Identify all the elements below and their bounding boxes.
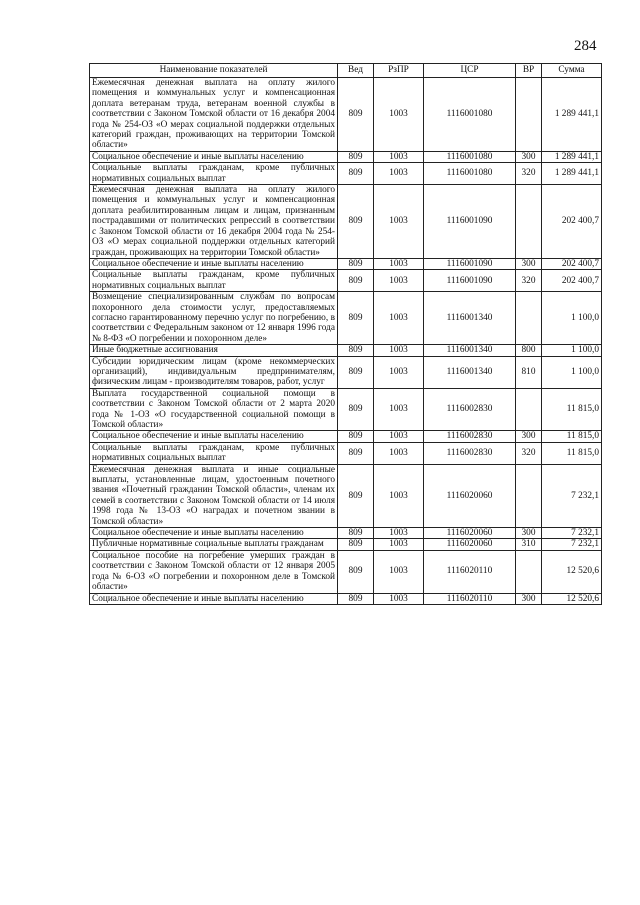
row-ved: 809 [338,292,374,345]
row-vr: 300 [516,151,542,162]
row-vr: 300 [516,593,542,604]
table-row [90,356,602,388]
row-csr: 1116002830 [424,431,516,442]
table-row [90,78,602,152]
row-name: Иные бюджетные ассигнования [90,345,338,356]
row-ved: 809 [338,151,374,162]
row-name: Ежемесячная денежная выплата и иные социальные выплаты, установленные лицам, удостоенным почетного звания «Почетный гражданин Томской области», членам их семей в соответствии с Законом Томской области от 14 июля 1998 года № 13-ОЗ «О наградах и почетном звании в Томской области» [90,464,338,527]
row-ved: 809 [338,431,374,442]
row-name: Социальное обеспечение и иные выплаты населению [90,593,338,604]
row-ved: 809 [338,464,374,527]
row-rzpr: 1003 [374,270,424,292]
row-rzpr: 1003 [374,345,424,356]
row-vr: 300 [516,258,542,269]
row-rzpr: 1003 [374,356,424,388]
row-sum: 1 100,0 [542,356,602,388]
table-row [90,431,602,442]
header-vr: ВР [516,64,542,78]
row-rzpr: 1003 [374,388,424,431]
row-vr: 800 [516,345,542,356]
row-csr: 1116002830 [424,388,516,431]
row-rzpr: 1003 [374,550,424,593]
row-ved: 809 [338,185,374,259]
row-ved: 809 [338,270,374,292]
table-row [90,593,602,604]
row-rzpr: 1003 [374,163,424,185]
row-sum: 202 400,7 [542,258,602,269]
row-sum: 12 520,6 [542,550,602,593]
table-row [90,163,602,185]
row-sum: 202 400,7 [542,185,602,259]
row-csr: 1116001080 [424,78,516,152]
row-ved: 809 [338,528,374,539]
row-sum: 1 289 441,1 [542,163,602,185]
row-ved: 809 [338,388,374,431]
row-csr: 1116001090 [424,258,516,269]
row-csr: 1116001090 [424,270,516,292]
row-ved: 809 [338,163,374,185]
table-header-row [90,64,602,78]
header-rzpr: РзПР [374,64,424,78]
table-row [90,442,602,464]
table-row [90,464,602,527]
page-number: 284 [574,38,597,54]
table-row [90,185,602,259]
row-rzpr: 1003 [374,431,424,442]
header-ved: Вед [338,64,374,78]
row-sum: 1 100,0 [542,345,602,356]
row-sum: 202 400,7 [542,270,602,292]
row-vr [516,464,542,527]
row-csr: 1116001340 [424,356,516,388]
row-rzpr: 1003 [374,292,424,345]
table-row [90,528,602,539]
row-sum: 1 289 441,1 [542,151,602,162]
row-rzpr: 1003 [374,528,424,539]
row-rzpr: 1003 [374,185,424,259]
row-csr: 1116002830 [424,442,516,464]
row-name: Ежемесячная денежная выплата на оплату жилого помещения и коммунальных услуг и компенсационная доплата реабилитированным лицам и лицам, признанным пострадавшими от политических репрессий в соответствии с Законом Томской области от 16 декабря 2004 года № 254-ОЗ «О мерах социальной поддержки отдельных категорий граждан, проживающих на территории Томской области» [90,185,338,259]
table-row [90,345,602,356]
row-csr: 1116020110 [424,593,516,604]
row-rzpr: 1003 [374,539,424,550]
row-vr: 310 [516,539,542,550]
row-name: Публичные нормативные социальные выплаты гражданам [90,539,338,550]
table-row [90,388,602,431]
row-name: Социальное обеспечение и иные выплаты населению [90,258,338,269]
row-sum: 11 815,0 [542,388,602,431]
row-csr: 1116020110 [424,550,516,593]
row-name: Выплата государственной социальной помощи в соответствии с Законом Томской области от 2 марта 2020 года № 1-ОЗ «О государственной социальной помощи в Томской области» [90,388,338,431]
row-name: Социальное пособие на погребение умерших граждан в соответствии с Законом Томской области от 12 января 2005 года № 6-ОЗ «О погребении и похоронном деле в Томской области» [90,550,338,593]
row-vr [516,78,542,152]
row-sum: 7 232,1 [542,528,602,539]
row-rzpr: 1003 [374,593,424,604]
row-name: Социальное обеспечение и иные выплаты населению [90,151,338,162]
row-rzpr: 1003 [374,78,424,152]
row-sum: 7 232,1 [542,539,602,550]
row-name: Социальное обеспечение и иные выплаты населению [90,528,338,539]
row-sum: 7 232,1 [542,464,602,527]
table-row [90,258,602,269]
budget-table [89,63,602,605]
row-vr [516,388,542,431]
row-vr [516,292,542,345]
row-name: Возмещение специализированным службам по вопросам похоронного дела стоимости услуг, предоставляемых согласно гарантированному перечню услуг по погребению, в соответствии с Федеральным законом от 12 января 1996 года № 8-ФЗ «О погребении и похоронном деле» [90,292,338,345]
row-vr: 300 [516,528,542,539]
row-rzpr: 1003 [374,442,424,464]
table-row [90,539,602,550]
row-csr: 1116001080 [424,151,516,162]
row-vr: 320 [516,270,542,292]
header-csr: ЦСР [424,64,516,78]
row-ved: 809 [338,442,374,464]
row-name: Социальное обеспечение и иные выплаты населению [90,431,338,442]
row-vr [516,550,542,593]
row-csr: 1116020060 [424,464,516,527]
row-ved: 809 [338,345,374,356]
row-ved: 809 [338,258,374,269]
row-ved: 809 [338,356,374,388]
row-sum: 1 289 441,1 [542,78,602,152]
row-vr: 320 [516,442,542,464]
row-csr: 1116020060 [424,528,516,539]
row-name: Социальные выплаты гражданам, кроме публичных нормативных социальных выплат [90,270,338,292]
row-sum: 11 815,0 [542,431,602,442]
row-ved: 809 [338,78,374,152]
row-ved: 809 [338,593,374,604]
row-rzpr: 1003 [374,464,424,527]
header-name: Наименование показателей [90,64,338,78]
row-vr: 810 [516,356,542,388]
row-rzpr: 1003 [374,258,424,269]
row-vr [516,185,542,259]
row-csr: 1116001080 [424,163,516,185]
row-ved: 809 [338,550,374,593]
row-name: Субсидии юридическим лицам (кроме некоммерческих организаций), индивидуальным предпринимателям, физическим лицам - производителям товаров, работ, услуг [90,356,338,388]
row-csr: 1116020060 [424,539,516,550]
row-sum: 1 100,0 [542,292,602,345]
row-vr: 320 [516,163,542,185]
table-row [90,151,602,162]
row-csr: 1116001340 [424,345,516,356]
row-name: Ежемесячная денежная выплата на оплату жилого помещения и коммунальных услуг и компенсационная доплата ветеранам труда, ветеранам военной службы в соответствии с Законом Томской области от 16 декабря 2004 года № 254-ОЗ «О мерах социальной поддержки отдельных категорий граждан, проживающих на территории Томской области» [90,78,338,152]
row-rzpr: 1003 [374,151,424,162]
header-sum: Сумма [542,64,602,78]
row-sum: 12 520,6 [542,593,602,604]
row-csr: 1116001090 [424,185,516,259]
row-name: Социальные выплаты гражданам, кроме публичных нормативных социальных выплат [90,442,338,464]
row-ved: 809 [338,539,374,550]
row-vr: 300 [516,431,542,442]
row-name: Социальные выплаты гражданам, кроме публичных нормативных социальных выплат [90,163,338,185]
table-row [90,550,602,593]
table-row [90,292,602,345]
row-csr: 1116001340 [424,292,516,345]
table-row [90,270,602,292]
row-sum: 11 815,0 [542,442,602,464]
